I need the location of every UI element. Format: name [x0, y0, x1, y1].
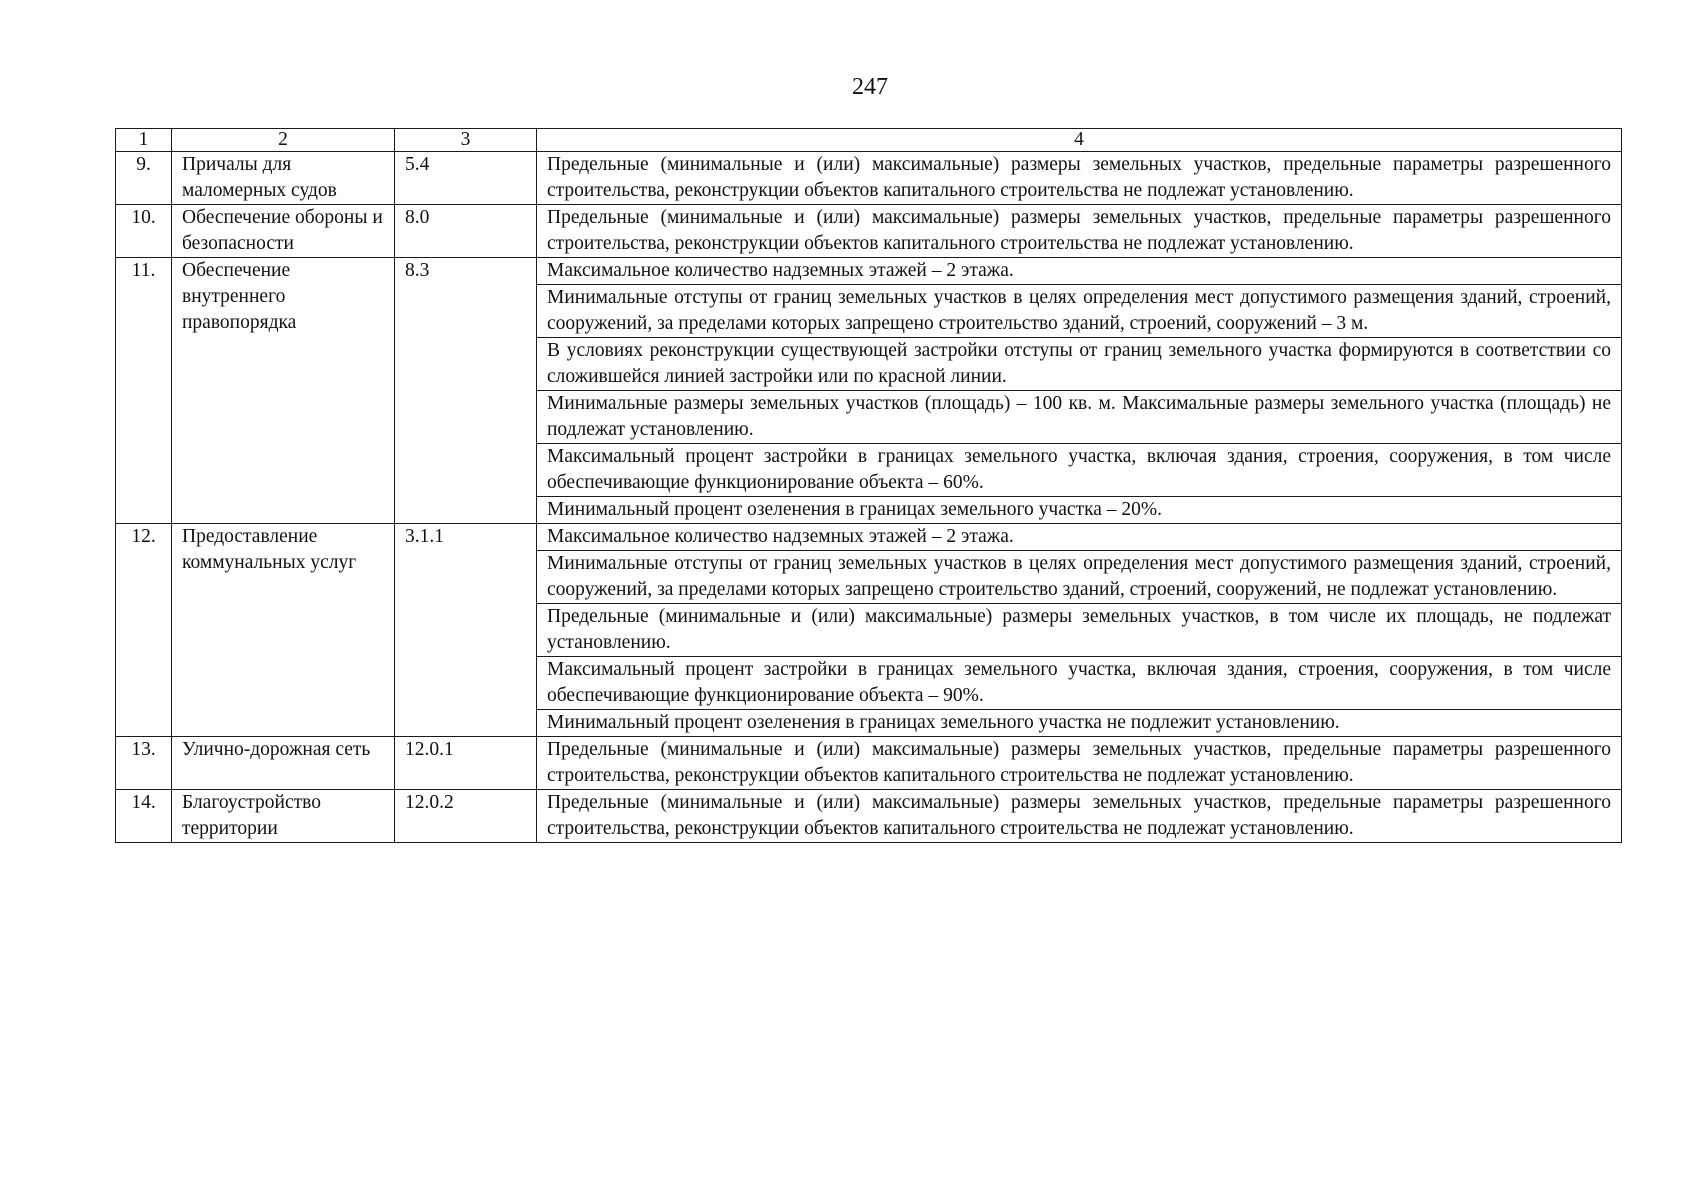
header-cell: 4 [537, 129, 1622, 152]
use-type-code-cell: 8.0 [395, 205, 537, 258]
use-type-code-cell: 5.4 [395, 152, 537, 205]
use-type-name-cell: Обеспечение внутреннего правопорядка [172, 258, 395, 524]
parameter-cell: Предельные (минимальные и (или) максимальные) размеры земельных участков, предельные параметры разрешенного строительства, реконструкции объектов капитального строительства не подлежат установлению. [537, 737, 1622, 790]
use-type-code-cell: 12.0.1 [395, 737, 537, 790]
parameter-cell: Минимальные отступы от границ земельных участков в целях определения мест допустимого размещения зданий, строений, сооружений, за пределами которых запрещено строительство зданий, строений, сооружений, не подлежат установлению. [537, 551, 1622, 604]
parameter-cell: Максимальный процент застройки в границах земельного участка, включая здания, строения, сооружения, в том числе обеспечивающие функционирование объекта – 90%. [537, 657, 1622, 710]
use-type-name-cell: Улично-дорожная сеть [172, 737, 395, 790]
use-type-code-cell: 3.1.1 [395, 524, 537, 737]
table-row [116, 524, 1622, 551]
use-type-name-cell: Причалы для маломерных судов [172, 152, 395, 205]
row-number-cell: 10. [116, 205, 172, 258]
use-type-code-cell: 12.0.2 [395, 790, 537, 843]
table-row [116, 152, 1622, 205]
parameter-cell: Минимальный процент озеленения в границах земельного участка не подлежит установлению. [537, 710, 1622, 737]
page-number: 247 [852, 74, 888, 100]
header-cell: 2 [172, 129, 395, 152]
use-type-name-cell: Благоустройство территории [172, 790, 395, 843]
parameter-cell: Предельные (минимальные и (или) максимальные) размеры земельных участков, в том числе их площадь, не подлежат установлению. [537, 604, 1622, 657]
table-header-row [116, 129, 1622, 152]
parameter-cell: В условиях реконструкции существующей застройки отступы от границ земельного участка формируются в соответствии со сложившейся линией застройки или по красной линии. [537, 338, 1622, 391]
table-row [116, 790, 1622, 843]
parameter-cell: Минимальные отступы от границ земельных участков в целях определения мест допустимого размещения зданий, строений, сооружений, за пределами которых запрещено строительство зданий, строений, сооружений – 3 м. [537, 285, 1622, 338]
parameter-cell: Минимальный процент озеленения в границах земельного участка – 20%. [537, 497, 1622, 524]
parameter-cell: Максимальный процент застройки в границах земельного участка, включая здания, строения, сооружения, в том числе обеспечивающие функционирование объекта – 60%. [537, 444, 1622, 497]
row-number-cell: 12. [116, 524, 172, 737]
row-number-cell: 13. [116, 737, 172, 790]
parameter-cell: Предельные (минимальные и (или) максимальные) размеры земельных участков, предельные параметры разрешенного строительства, реконструкции объектов капитального строительства не подлежат установлению. [537, 205, 1622, 258]
parameter-cell: Минимальные размеры земельных участков (площадь) – 100 кв. м. Максимальные размеры земельного участка (площадь) не подлежат установлению. [537, 391, 1622, 444]
parameter-cell: Максимальное количество надземных этажей – 2 этажа. [537, 524, 1622, 551]
header-cell: 1 [116, 129, 172, 152]
table-row [116, 737, 1622, 790]
regulations-table [115, 128, 1622, 843]
use-type-name-cell: Обеспечение обороны и безопасности [172, 205, 395, 258]
parameter-cell: Максимальное количество надземных этажей – 2 этажа. [537, 258, 1622, 285]
table-row [116, 258, 1622, 285]
parameter-cell: Предельные (минимальные и (или) максимальные) размеры земельных участков, предельные параметры разрешенного строительства, реконструкции объектов капитального строительства не подлежат установлению. [537, 790, 1622, 843]
table-row [116, 205, 1622, 258]
row-number-cell: 9. [116, 152, 172, 205]
header-cell: 3 [395, 129, 537, 152]
parameter-cell: Предельные (минимальные и (или) максимальные) размеры земельных участков, предельные параметры разрешенного строительства, реконструкции объектов капитального строительства не подлежат установлению. [537, 152, 1622, 205]
use-type-code-cell: 8.3 [395, 258, 537, 524]
use-type-name-cell: Предоставление коммунальных услуг [172, 524, 395, 737]
row-number-cell: 11. [116, 258, 172, 524]
row-number-cell: 14. [116, 790, 172, 843]
